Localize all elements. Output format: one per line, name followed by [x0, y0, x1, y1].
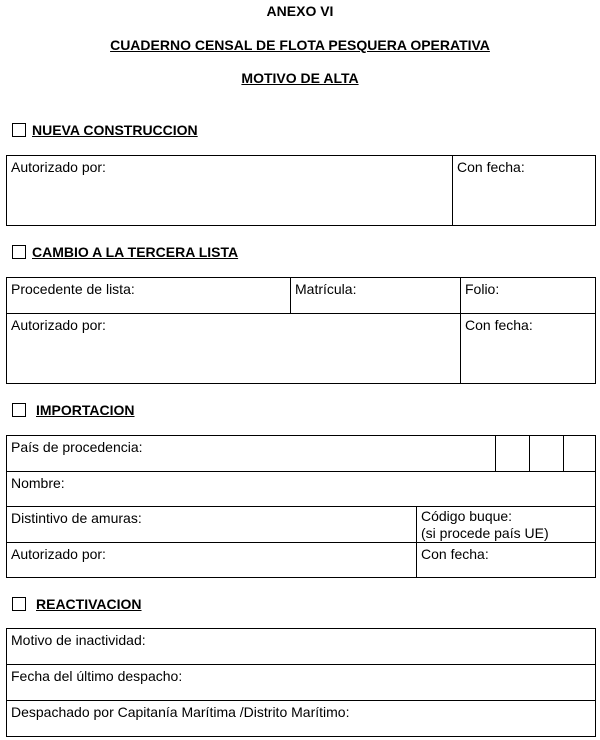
- cambio-autorizado-field[interactable]: Autorizado por:: [11, 317, 106, 333]
- importacion-codigo-buque-field[interactable]: [417, 507, 595, 542]
- importacion-pais-code-box-1[interactable]: [496, 436, 529, 471]
- nueva-construccion-checkbox[interactable]: [12, 123, 26, 137]
- importacion-autorizado-field[interactable]: Autorizado por:: [11, 546, 106, 562]
- importacion-checkbox[interactable]: [12, 403, 26, 417]
- cambio-tercera-lista-checkbox[interactable]: [12, 245, 26, 259]
- importacion-table: [6, 435, 596, 578]
- reactivacion-despachado-field[interactable]: Despachado por Capitanía Marítima /Distrito Marítimo:: [11, 704, 350, 720]
- cambio-tercera-lista-heading: CAMBIO A LA TERCERA LISTA: [32, 244, 239, 260]
- importacion-nombre-field[interactable]: Nombre:: [11, 475, 65, 491]
- annex-label: ANEXO VI: [266, 3, 334, 19]
- document-title: CUADERNO CENSAL DE FLOTA PESQUERA OPERATIVA: [110, 37, 490, 53]
- cambio-tercera-lista-table: [6, 277, 596, 384]
- reactivacion-table: [6, 628, 596, 737]
- nueva-fecha-field[interactable]: Con fecha:: [457, 159, 525, 175]
- importacion-pais-code-box-2[interactable]: [530, 436, 563, 471]
- cambio-folio-field[interactable]: Folio:: [465, 281, 500, 297]
- nueva-construccion-heading: NUEVA CONSTRUCCION: [32, 122, 198, 138]
- reactivacion-checkbox[interactable]: [12, 597, 26, 611]
- document-subtitle: MOTIVO DE ALTA: [241, 70, 359, 86]
- section-importacion: [12, 402, 135, 418]
- cambio-matricula-field[interactable]: Matrícula:: [295, 281, 357, 297]
- reactivacion-motivo-field[interactable]: Motivo de inactividad:: [11, 632, 146, 648]
- importacion-pais-code-box-3[interactable]: [564, 436, 595, 471]
- importacion-distintivo-field[interactable]: Distintivo de amuras:: [11, 510, 142, 526]
- cambio-fecha-field[interactable]: Con fecha:: [465, 317, 533, 333]
- section-nueva-construccion: [12, 122, 198, 138]
- importacion-pais-field[interactable]: País de procedencia:: [11, 439, 143, 455]
- codigo-buque-note: (si procede país UE): [421, 525, 549, 541]
- section-reactivacion: [12, 596, 142, 612]
- importacion-heading: IMPORTACION: [36, 402, 135, 418]
- nueva-construccion-table: [6, 155, 596, 226]
- reactivacion-heading: REACTIVACION: [36, 596, 142, 612]
- importacion-fecha-field[interactable]: Con fecha:: [421, 546, 489, 562]
- reactivacion-ultimo-despacho-field[interactable]: Fecha del último despacho:: [11, 668, 183, 684]
- cambio-procedente-field[interactable]: Procedente de lista:: [11, 281, 135, 297]
- nueva-autorizado-field[interactable]: Autorizado por:: [11, 159, 106, 175]
- codigo-buque-label: Código buque:: [421, 508, 513, 524]
- section-cambio-tercera-lista: [12, 244, 238, 260]
